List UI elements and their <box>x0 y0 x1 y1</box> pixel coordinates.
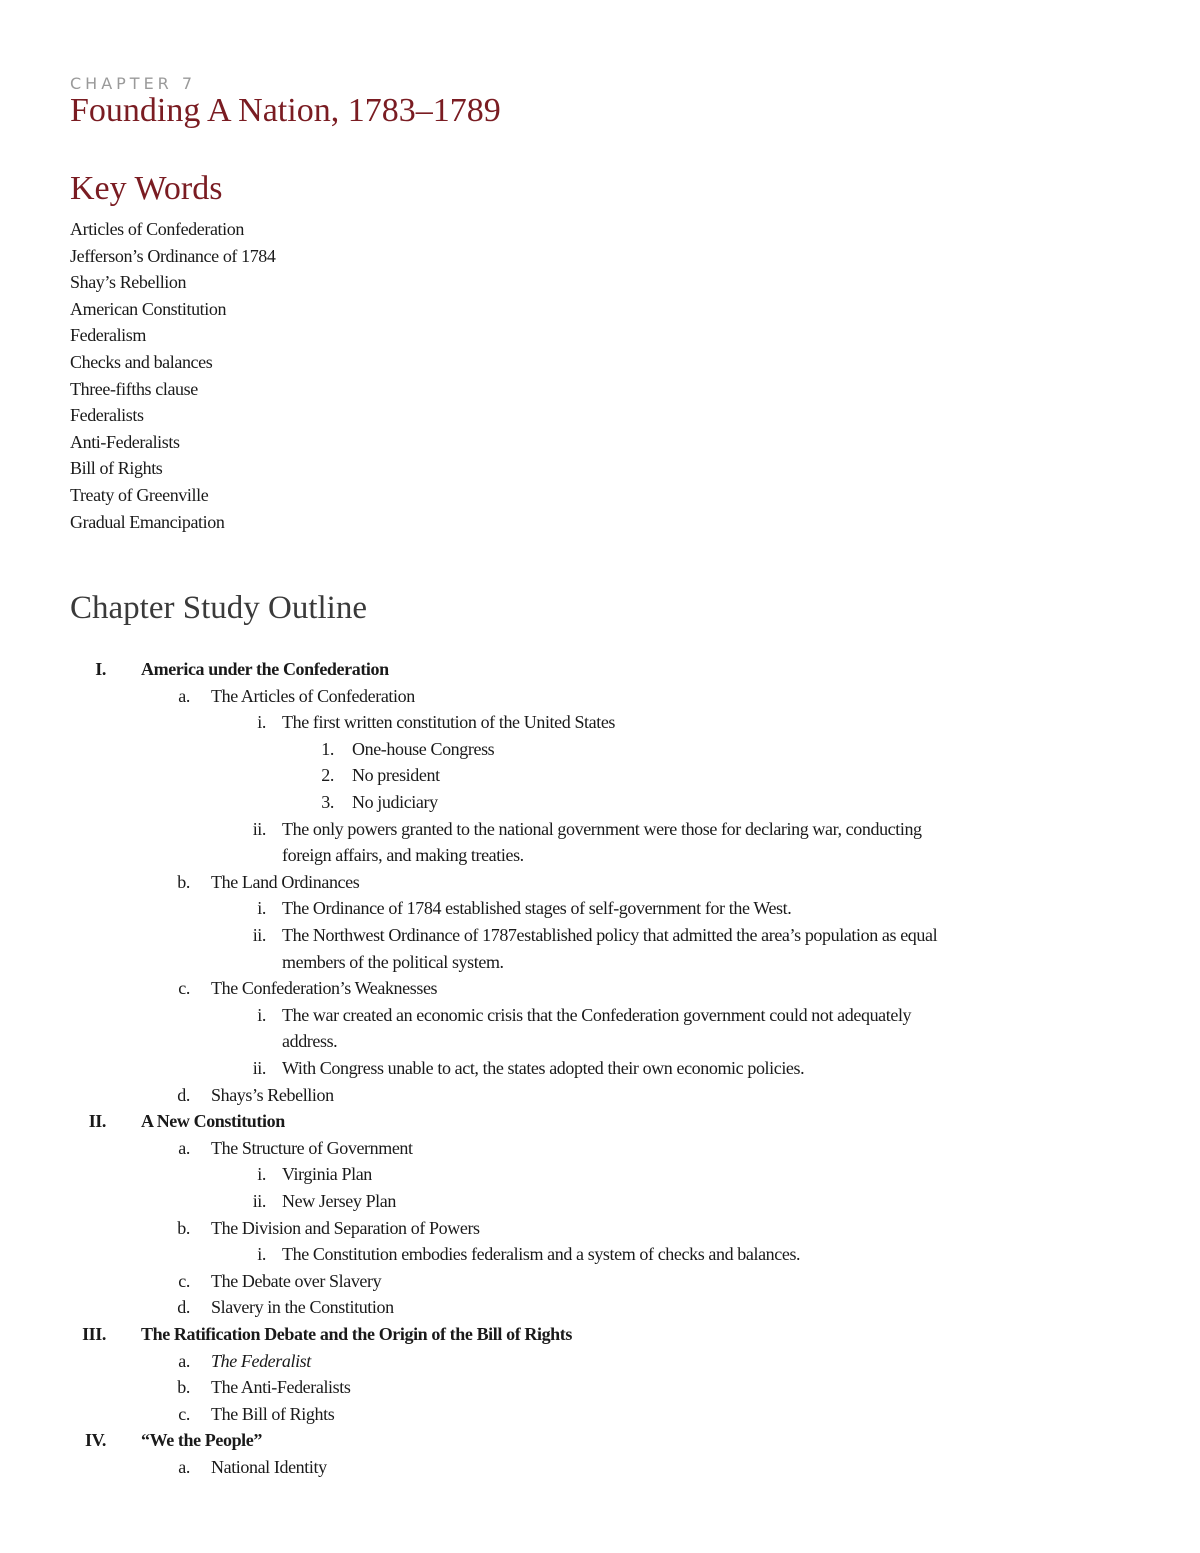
outline-marker: c. <box>178 978 190 999</box>
key-word-item: Anti-Federalists <box>70 431 180 452</box>
outline-marker: i. <box>257 712 266 733</box>
key-word-item: Bill of Rights <box>70 458 163 479</box>
outline-marker: d. <box>177 1084 190 1105</box>
outline-text: A New Constitution <box>141 1111 285 1132</box>
outline-marker: ii. <box>252 1191 266 1211</box>
outline-marker: b. <box>177 1217 190 1238</box>
key-words-list <box>70 216 276 535</box>
outline-marker: 1. <box>321 738 334 759</box>
outline-marker: 2. <box>321 765 334 786</box>
key-word-item: Federalists <box>70 405 144 426</box>
outline-text: The Anti-Federalists <box>211 1377 351 1398</box>
key-word-item: Federalism <box>70 325 146 346</box>
outline-marker: ii. <box>252 1058 266 1078</box>
outline-text: The Ratification Debate and the Origin of the Bill of Rights <box>141 1324 572 1344</box>
key-word-item: Gradual Emancipation <box>70 511 225 532</box>
outline-marker: ii. <box>252 925 266 945</box>
outline-text: The Constitution embodies federalism and a system of checks and balances. <box>282 1244 801 1265</box>
outline-text: No president <box>352 765 440 786</box>
outline-text: address. <box>282 1031 338 1052</box>
key-word-item: Treaty of Greenville <box>70 484 209 505</box>
outline-text: Virginia Plan <box>282 1164 372 1185</box>
outline-marker: b. <box>177 1377 190 1398</box>
outline-marker: II. <box>88 1111 106 1132</box>
outline-text: The Land Ordinances <box>211 871 360 892</box>
outline-text: The Debate over Slavery <box>211 1270 382 1291</box>
outline-marker: c. <box>178 1270 190 1291</box>
key-words-heading: Key Words <box>70 170 223 207</box>
outline-marker: i. <box>257 1244 266 1265</box>
outline-text: The Bill of Rights <box>211 1403 335 1424</box>
outline-text: With Congress unable to act, the states adopted their own economic policies. <box>282 1058 805 1078</box>
outline-text: Shays’s Rebellion <box>211 1084 334 1105</box>
chapter-title: Founding A Nation, 1783–1789 <box>70 92 501 129</box>
key-word-item: Articles of Confederation <box>70 219 244 239</box>
outline-text: The first written constitution of the United States <box>282 712 616 733</box>
outline-marker: i. <box>257 1164 266 1185</box>
outline-text: foreign affairs, and making treaties. <box>282 845 524 866</box>
outline-text: One-house Congress <box>352 738 495 759</box>
outline-heading: Chapter Study Outline <box>70 590 367 626</box>
outline-marker: III. <box>82 1324 106 1344</box>
outline-marker: c. <box>178 1403 190 1424</box>
outline-marker: I. <box>95 659 106 679</box>
chapter-label: CHAPTER 7 <box>70 74 197 93</box>
outline-marker: a. <box>178 1350 190 1371</box>
outline-text: The Division and Separation of Powers <box>211 1217 480 1238</box>
outline-text: National Identity <box>211 1457 327 1477</box>
outline-text: The Confederation’s Weaknesses <box>211 978 438 999</box>
key-word-item: Shay’s Rebellion <box>70 272 187 293</box>
outline-text: “We the People” <box>141 1430 262 1451</box>
key-word-item: American Constitution <box>70 298 227 319</box>
key-word-item: Jefferson’s Ordinance of 1784 <box>70 245 276 266</box>
outline-marker: a. <box>178 1457 190 1477</box>
key-word-item: Three-fifths clause <box>70 378 198 399</box>
outline-marker: 3. <box>321 792 334 812</box>
outline-marker: ii. <box>252 818 266 839</box>
outline-text: members of the political system. <box>282 951 504 972</box>
outline-marker: b. <box>177 871 190 892</box>
outline-text: The war created an economic crisis that the Confederation government could not adequately <box>282 1004 912 1025</box>
outline-text: New Jersey Plan <box>282 1191 396 1211</box>
outline-text: America under the Confederation <box>141 659 389 679</box>
outline-marker: d. <box>177 1297 190 1318</box>
outline-marker: IV. <box>85 1430 106 1451</box>
key-word-item: Checks and balances <box>70 351 213 372</box>
outline-marker: a. <box>178 685 190 706</box>
outline-text: The Ordinance of 1784 established stages of self-government for the West. <box>282 898 792 919</box>
outline-text: The only powers granted to the national government were those for declaring war, conducting <box>282 818 922 839</box>
outline-marker: i. <box>257 1004 266 1025</box>
outline-text: The Articles of Confederation <box>211 685 415 706</box>
outline-text: The Northwest Ordinance of 1787established policy that admitted the area’s population as equal <box>282 925 938 945</box>
outline-marker: i. <box>257 898 266 919</box>
outline-text: No judiciary <box>352 792 438 812</box>
outline-text: The Structure of Government <box>211 1137 413 1158</box>
outline-text: The Federalist <box>211 1350 311 1371</box>
outline-marker: a. <box>178 1137 190 1158</box>
outline-text: Slavery in the Constitution <box>211 1297 394 1318</box>
